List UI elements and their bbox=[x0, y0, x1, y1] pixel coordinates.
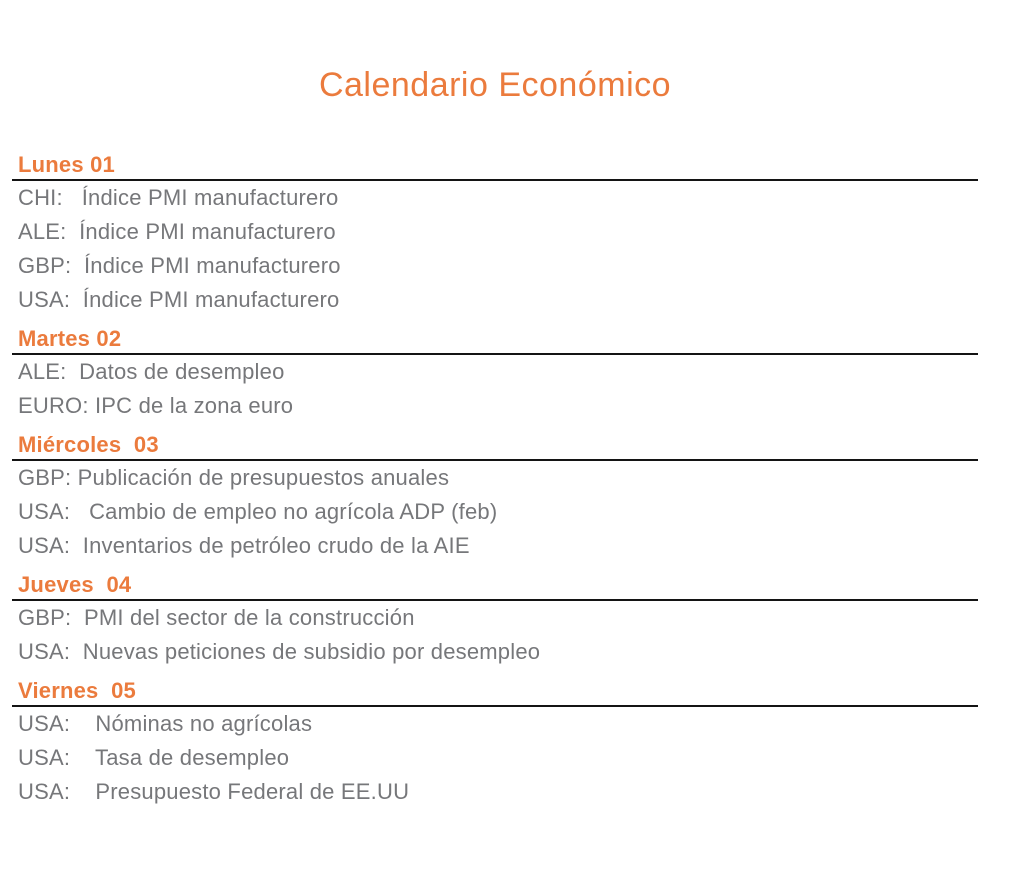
economic-calendar-page bbox=[12, 64, 978, 809]
event-row: USA: Nóminas no agrícolas bbox=[18, 711, 313, 736]
day-section bbox=[12, 571, 978, 669]
event-row: USA: Cambio de empleo no agrícola ADP (feb) bbox=[18, 499, 498, 524]
day-header: Martes 02 bbox=[18, 326, 122, 351]
event-row: USA: Tasa de desempleo bbox=[18, 745, 290, 770]
event-row: EURO: IPC de la zona euro bbox=[18, 393, 294, 418]
event-row: GBP: PMI del sector de la construcción bbox=[18, 605, 415, 630]
event-row: GBP: Publicación de presupuestos anuales bbox=[18, 465, 450, 490]
event-row: GBP: Índice PMI manufacturero bbox=[18, 253, 341, 278]
event-row: USA: Inventarios de petróleo crudo de la AIE bbox=[18, 533, 470, 558]
event-row: USA: Presupuesto Federal de EE.UU bbox=[18, 779, 410, 804]
event-row: ALE: Datos de desempleo bbox=[18, 359, 285, 384]
day-section bbox=[12, 151, 978, 317]
event-row: USA: Índice PMI manufacturero bbox=[18, 287, 340, 312]
page-title: Calendario Económico bbox=[318, 66, 672, 104]
day-header: Lunes 01 bbox=[18, 152, 115, 177]
event-row: CHI: Índice PMI manufacturero bbox=[18, 185, 339, 210]
day-header: Miércoles 03 bbox=[18, 432, 159, 457]
event-row: USA: Nuevas peticiones de subsidio por desempleo bbox=[18, 639, 541, 664]
day-section bbox=[12, 325, 978, 423]
day-section bbox=[12, 431, 978, 563]
calendar-sections bbox=[12, 151, 978, 809]
day-header: Jueves 04 bbox=[18, 572, 132, 597]
event-row: ALE: Índice PMI manufacturero bbox=[18, 219, 336, 244]
day-section bbox=[12, 677, 978, 809]
day-header: Viernes 05 bbox=[18, 678, 136, 703]
